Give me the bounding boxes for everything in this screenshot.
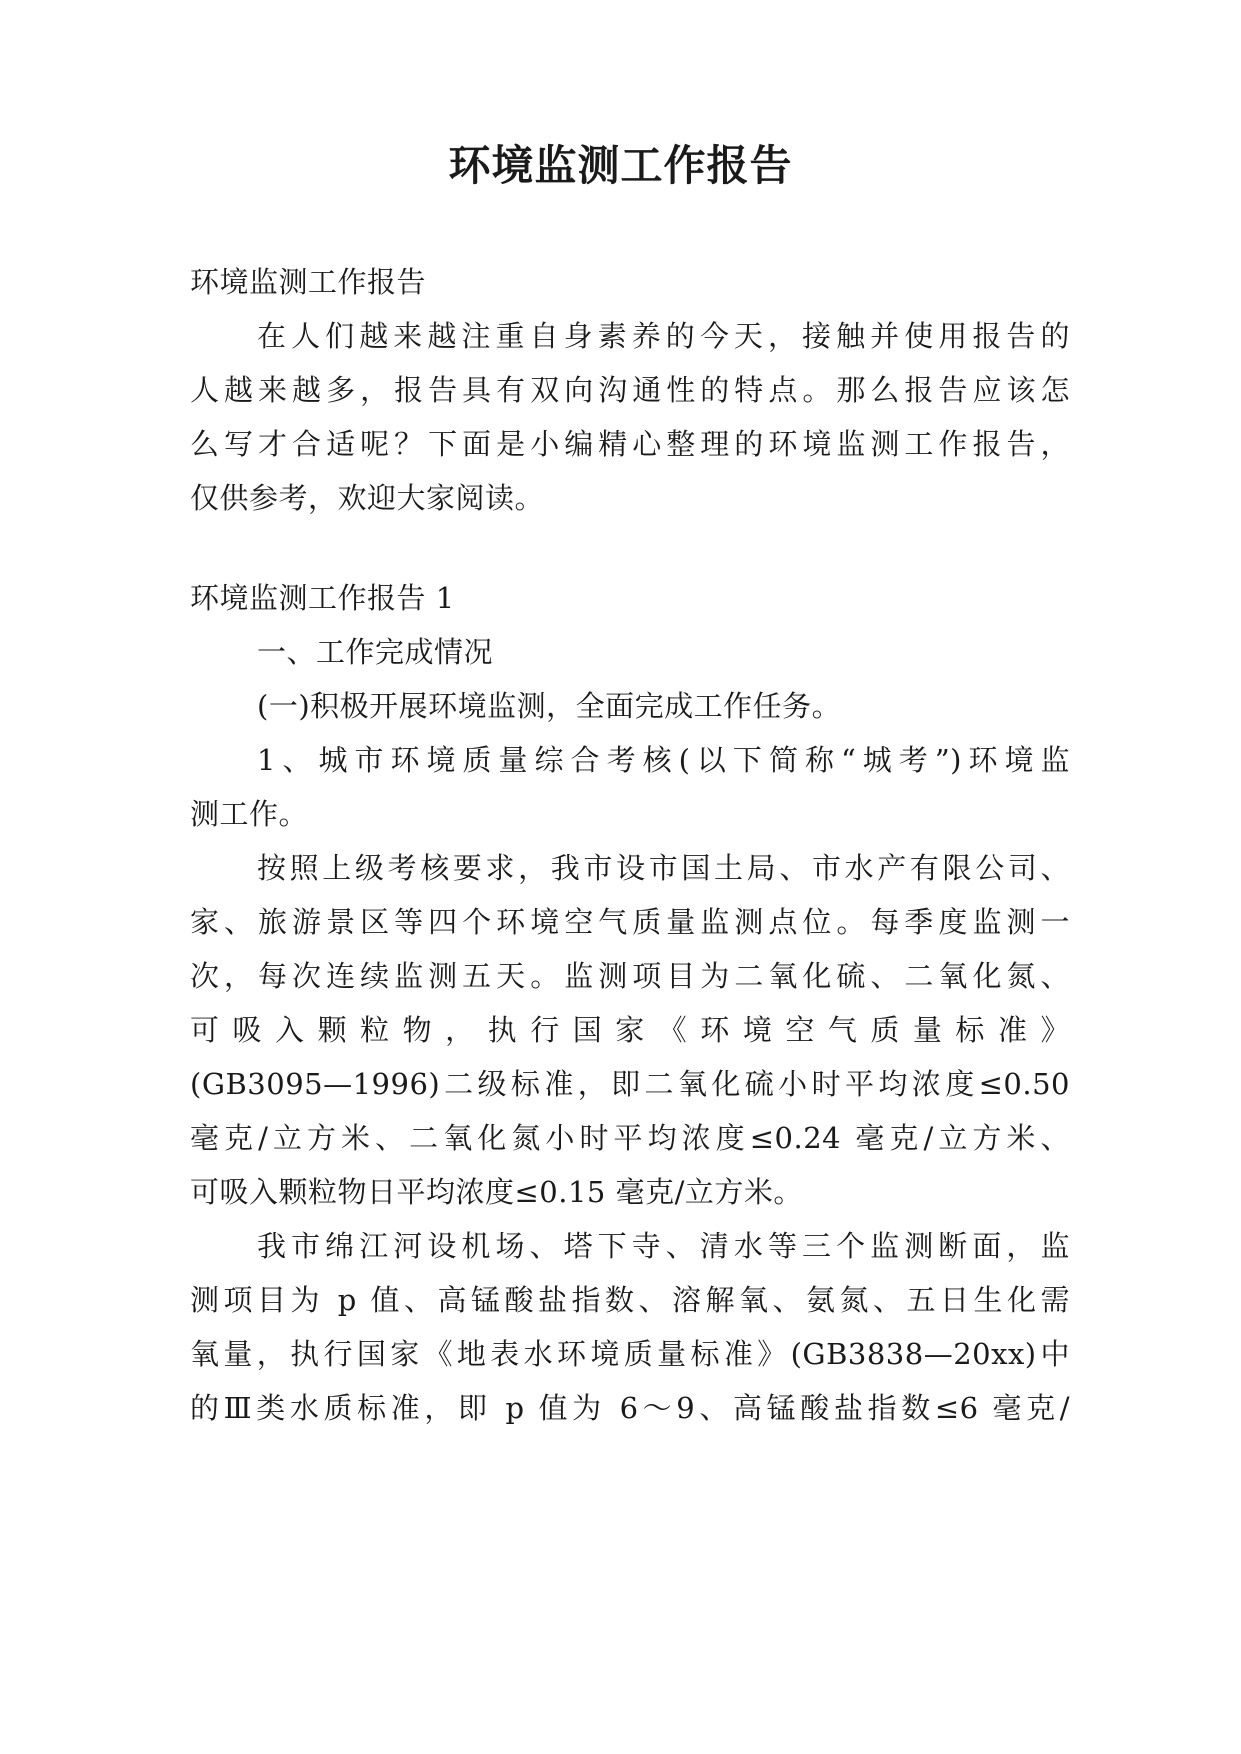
paragraph-line: 人越来越多，报告具有双向沟通性的特点。那么报告应该怎 [190,373,1070,407]
heading-line: 环境监测工作报告 [190,265,427,299]
paragraph-line: 么写才合适呢？下面是小编精心整理的环境监测工作报告， [190,427,1070,461]
paragraph-line: 在人们越来越注重自身素养的今天，接触并使用报告的 [257,319,1070,353]
subheading: (一)积极开展环境监测，全面完成工作任务。 [257,689,842,723]
subheading: 一、工作完成情况 [257,635,494,669]
paragraph-line: 我市绵江河设机场、塔下寺、清水等三个监测断面，监 [257,1229,1070,1263]
paragraph-line: 毫克/立方米、二氧化氮小时平均浓度≤0.24 毫克/立方米、 [190,1121,1070,1155]
paragraph-line: 1、城市环境质量综合考核(以下简称“城考”)环境监 [257,743,1070,777]
document-title: 环境监测工作报告 [448,141,793,190]
paragraph-line: 家、旅游景区等四个环境空气质量监测点位。每季度监测一 [190,905,1070,939]
paragraph-line: 的Ⅲ类水质标准，即 p 值为 6～9、高锰酸盐指数≤6 毫克/ [190,1391,1070,1425]
paragraph-line: 次，每次连续监测五天。监测项目为二氧化硫、二氧化氮、 [190,959,1070,993]
paragraph-line: 氧量，执行国家《地表水环境质量标准》(GB3838—20xx)中 [190,1337,1070,1371]
paragraph-line: 测项目为 p 值、高锰酸盐指数、溶解氧、氨氮、五日生化需 [190,1283,1070,1317]
section-heading: 环境监测工作报告 1 [190,581,455,615]
paragraph-line: 可吸入颗粒物，执行国家《环境空气质量标准》 [190,1013,1070,1047]
paragraph-line: 仅供参考，欢迎大家阅读。 [190,481,545,515]
paragraph-line: 可吸入颗粒物日平均浓度≤0.15 毫克/立方米。 [190,1175,803,1209]
paragraph-line: 测工作。 [190,797,309,831]
paragraph-line: (GB3095—1996)二级标准，即二氧化硫小时平均浓度≤0.50 [190,1067,1070,1101]
paragraph-line: 按照上级考核要求，我市设市国土局、市水产有限公司、 [257,851,1070,885]
